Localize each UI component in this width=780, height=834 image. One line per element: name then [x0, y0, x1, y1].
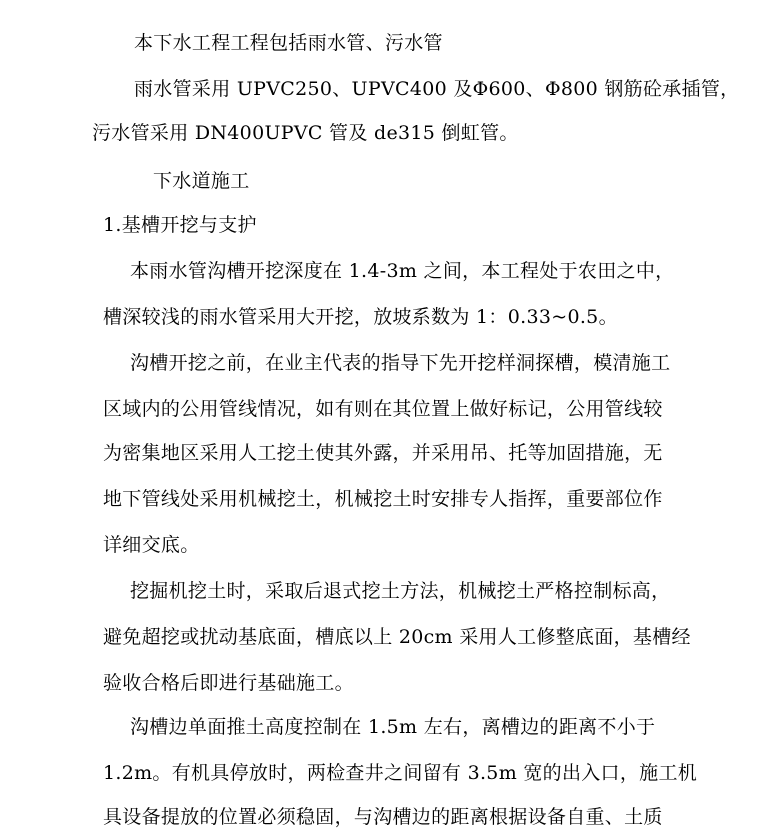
- paragraph-survey-line-5: 详细交底。: [103, 534, 200, 556]
- paragraph-survey-line-1: 沟槽开挖之前，在业主代表的指导下先开挖样洞探槽，模清施工: [130, 352, 671, 374]
- paragraph-spoil-line-1: 沟槽边单面推土高度控制在 1.5m 左右，离槽边的距离不小于: [130, 716, 656, 738]
- section-heading-scope: 本下水工程工程包括雨水管、污水管: [134, 32, 443, 54]
- section-heading-trench-excavation: 1.基槽开挖与支护: [103, 214, 257, 236]
- paragraph-survey-line-2: 区域内的公用管线情况，如有则在其位置上做好标记，公用管线较: [103, 398, 663, 420]
- paragraph-depth-line-2: 槽深较浅的雨水管采用大开挖，放坡系数为 1：0.33~0.5。: [103, 306, 618, 328]
- paragraph-survey-line-4: 地下管线处采用机械挖土，机械挖土时安排专人指挥，重要部位作: [103, 488, 663, 510]
- paragraph-depth-line-1: 本雨水管沟槽开挖深度在 1.4-3m 之间，本工程处于农田之中，: [130, 260, 675, 282]
- paragraph-survey-line-3: 为密集地区采用人工挖土使其外露，并采用吊、托等加固措施，无: [103, 442, 663, 464]
- paragraph-pipes-line-2: 污水管采用 DN400UPVC 管及 de315 倒虹管。: [92, 122, 519, 144]
- section-heading-sewer-construction: 下水道施工: [153, 170, 250, 192]
- paragraph-spoil-line-3: 具设备提放的位置必须稳固，与沟槽边的距离根据设备自重、土质: [103, 806, 663, 828]
- paragraph-excavator-line-1: 挖掘机挖土时，采取后退式挖土方法，机械挖土严格控制标高，: [130, 580, 671, 602]
- paragraph-spoil-line-2: 1.2m。有机具停放时，两检查井之间留有 3.5m 宽的出入口，施工机: [103, 762, 698, 784]
- paragraph-excavator-line-2: 避免超挖或扰动基底面，槽底以上 20cm 采用人工修整底面，基槽经: [103, 626, 691, 648]
- paragraph-pipes-line-1: 雨水管采用 UPVC250、UPVC400 及Φ600、Φ800 钢筋砼承插管，: [134, 78, 740, 100]
- paragraph-excavator-line-3: 验收合格后即进行基础施工。: [103, 672, 354, 694]
